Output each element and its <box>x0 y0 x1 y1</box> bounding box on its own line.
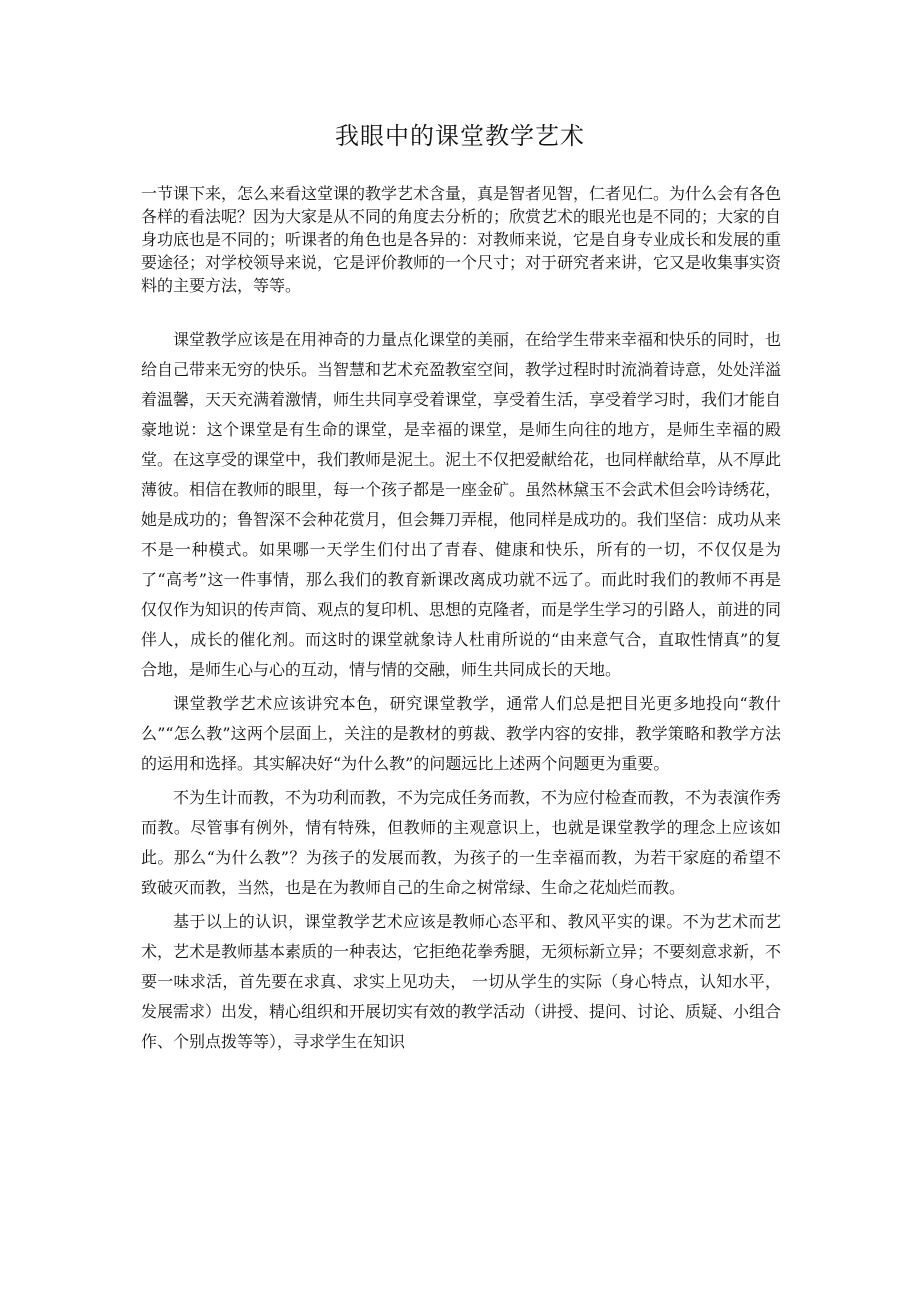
page-title: 我眼中的课堂教学艺术 <box>335 122 585 150</box>
body-text <box>141 325 781 1061</box>
body-paragraph-2: 课堂教学艺术应该讲究本色，研究课堂教学，通常人们总是把目光更多地投向“教什么”“怎么教”这两个层面上，关注的是教材的剪裁、教学内容的安排，教学策略和教学方法的运用和选择。其实解决好“为什么教”的问题远比上述两个问题更为重要。 <box>141 694 781 773</box>
intro-paragraph: 一节课下来，怎么来看这堂课的教学艺术含量，真是智者见智，仁者见仁。为什么会有各色各样的看法呢？因为大家是从不同的角度去分析的；欣赏艺术的眼光也是不同的；大家的自身功底也是不同的；听课者的角色也是各异的：对教师来说，它是自身专业成长和发展的重要途径；对学校领导来说，它是评价教师的一个尺寸；对于研究者来讲，它又是收集事实资料的主要方法，等等。 <box>141 184 782 295</box>
body-paragraph-4: 基于以上的认识，课堂教学艺术应该是教师心态平和、教风平实的课。不为艺术而艺术，艺术是教师基本素质的一种表达，它拒绝花拳秀腿，无须标新立异；不要刻意求新，不要一味求活，首先要在求真、求实上见功夫， 一切从学生的实际（身心特点，认知水平，发展需求）出发，精心组织和开展切实有效的教学活动（讲授、提问、讨论、质疑、小组合作、个别点拨等等），寻求学生在知识 <box>141 912 782 1051</box>
body-paragraph-1: 课堂教学应该是在用神奇的力量点化课堂的美丽，在给学生带来幸福和快乐的同时，也给自己带来无穷的快乐。当智慧和艺术充盈教室空间，教学过程时时流淌着诗意，处处洋溢着温馨，天天充满着激情，师生共同享受着课堂，享受着生活，享受着学习时，我们才能自豪地说：这个课堂是有生命的课堂，是幸福的课堂，是师生向往的地方，是师生幸福的殿堂。在这享受的课堂中，我们教师是泥土。泥土不仅把爱献给花，也同样献给草，从不厚此薄彼。相信在教师的眼里，每一个孩子都是一座金矿。虽然林黛玉不会武术但会吟诗绣花，她是成功的；鲁智深不会种花赏月，但会舞刀弄棍，他同样是成功的。我们坚信：成功从来不是一种模式。如果哪一天学生们付出了青春、健康和快乐，所有的一切，不仅仅是为了“高考”这一件事情，那么我们的教育新课改离成功就不远了。而此时我们的教师不再是仅仅作为知识的传声筒、观点的复印机、思想的克隆者，而是学生学习的引路人，前进的同伴人，成长的催化剂。而这时的课堂就象诗人杜甫所说的“由来意气合，直取性情真”的复合地，是师生心与心的互动，情与情的交融，师生共同成长的天地。 <box>141 330 782 679</box>
body-paragraph-3: 不为生计而教，不为功利而教，不为完成任务而教，不为应付检查而教，不为表演作秀而教。尽管事有例外，情有特殊，但教师的主观意识上，也就是课堂教学的理念上应该如此。那么“为什么教”？为孩子的发展而教，为孩子的一生幸福而教，为若干家庭的希望不致破灭而教，当然，也是在为教师自己的生命之树常绿、生命之花灿烂而教。 <box>141 788 782 897</box>
